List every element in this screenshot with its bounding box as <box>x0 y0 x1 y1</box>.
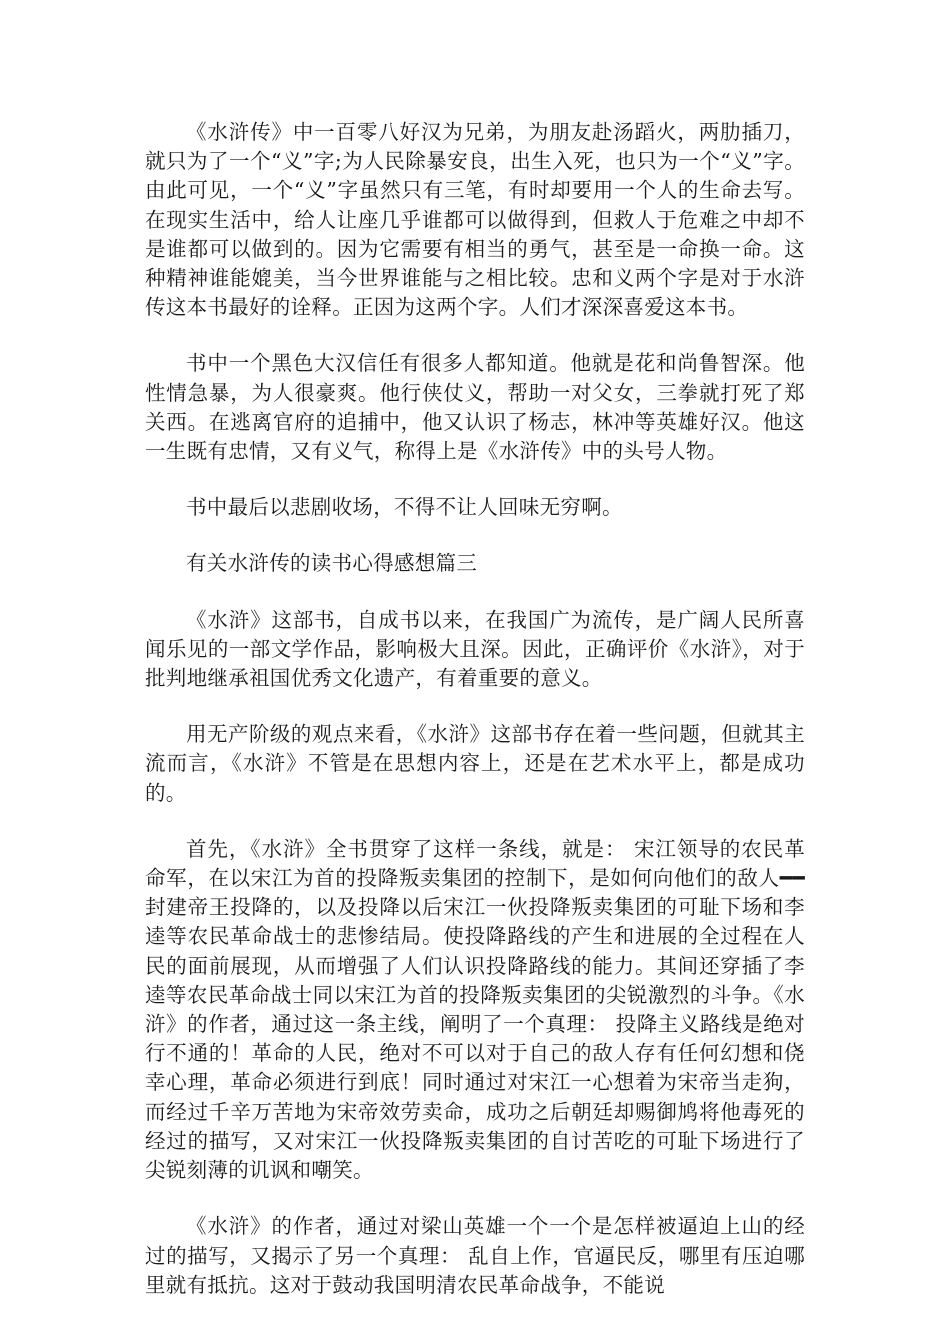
document-body <box>145 118 805 1327</box>
paragraph-yi-meaning: 《水浒传》中一百零八好汉为兄弟，为朋友赴汤蹈火，两肋插刀，就只为了一个“义”字;为人民除暴安良，出生入死，也只为一个“义”字。由此可见，一个“义”字虽然只有三笔，有时却要用一个人的生命去写。在现实生活中，给人让座几乎谁都可以做得到，但救人于危难之中却不是谁都可以做到的。因为它需要有相当的勇气，甚至是一命换一命。这种精神谁能媲美，当今世界谁能与之相比较。忠和义两个字是对于水浒传这本书最好的诠释。正因为这两个字。人们才深深喜爱这本书。 <box>145 120 805 320</box>
paragraph-tragic-ending: 书中最后以悲剧收场，不得不让人回味无穷啊。 <box>186 495 623 520</box>
section-heading: 有关水浒传的读书心得感想篇三 <box>186 551 478 576</box>
paragraph-proletarian-view: 用无产阶级的观点来看，《水浒》这部书存在着一些问题，但就其主流而言，《水浒》不管是在思想内容上，还是在艺术水平上，都是成功的。 <box>145 722 805 805</box>
paragraph-spread: 《水浒》这部书，自成书以来，在我国广为流传，是广阔人民所喜闻乐见的一部文学作品，影响极大且深。因此，正确评价《水浒》，对于批判地继承祖国优秀文化遗产，有着重要的意义。 <box>145 607 805 691</box>
paragraph-liangshan-heroes: 《水浒》的作者，通过对梁山英雄一个一个是怎样被逼迫上山的经过的描写，又揭示了另一个真理： 乱自上作，官逼民反，哪里有压迫哪里就有抵抗。这对于鼓动我国明清农民革命战争，不能说 <box>145 1214 805 1297</box>
paragraph-surrender-line: 首先，《水浒》全书贯穿了这样一条线，就是： 宋江领导的农民革命军，在以宋江为首的投降叛卖集团的控制下，是如何向他们的敌人━━封建帝王投降的，以及投降以后宋江一伙投降叛卖集团的可耻下场和李逵等农民革命战士的悲惨结局。使投降路线的产生和进展的全过程在人民的面前展现，从而增强了人们认识投降路线的能力。其间还穿插了李逵等农民革命战士同以宋江为首的投降叛卖集团的尖锐激烈的斗争。《水浒》的作者，通过这一条主线，阐明了一个真理： 投降主义路线是绝对行不通的！革命的人民，绝对不可以对于自己的敌人存有任何幻想和侥幸心理，革命必须进行到底！同时通过对宋江一心想着为宋帝当走狗，而经过千辛万苦地为宋帝效劳卖命，成功之后朝廷却赐御鸠将他毒死的经过的描写，又对宋江一伙投降叛卖集团的自讨苦吃的可耻下场进行了尖锐刻薄的讥讽和嘲笑。 <box>145 836 805 1183</box>
paragraph-lu-zhishen: 书中一个黑色大汉信任有很多人都知道。他就是花和尚鲁智深。他性情急暴，为人很豪爽。他行侠仗义，帮助一对父女，三拳就打死了郑关西。在逃离官府的追捕中，他又认识了杨志，林冲等英雄好汉。他这一生既有忠情，又有义气，称得上是《水浒传》中的头号人物。 <box>145 351 805 464</box>
